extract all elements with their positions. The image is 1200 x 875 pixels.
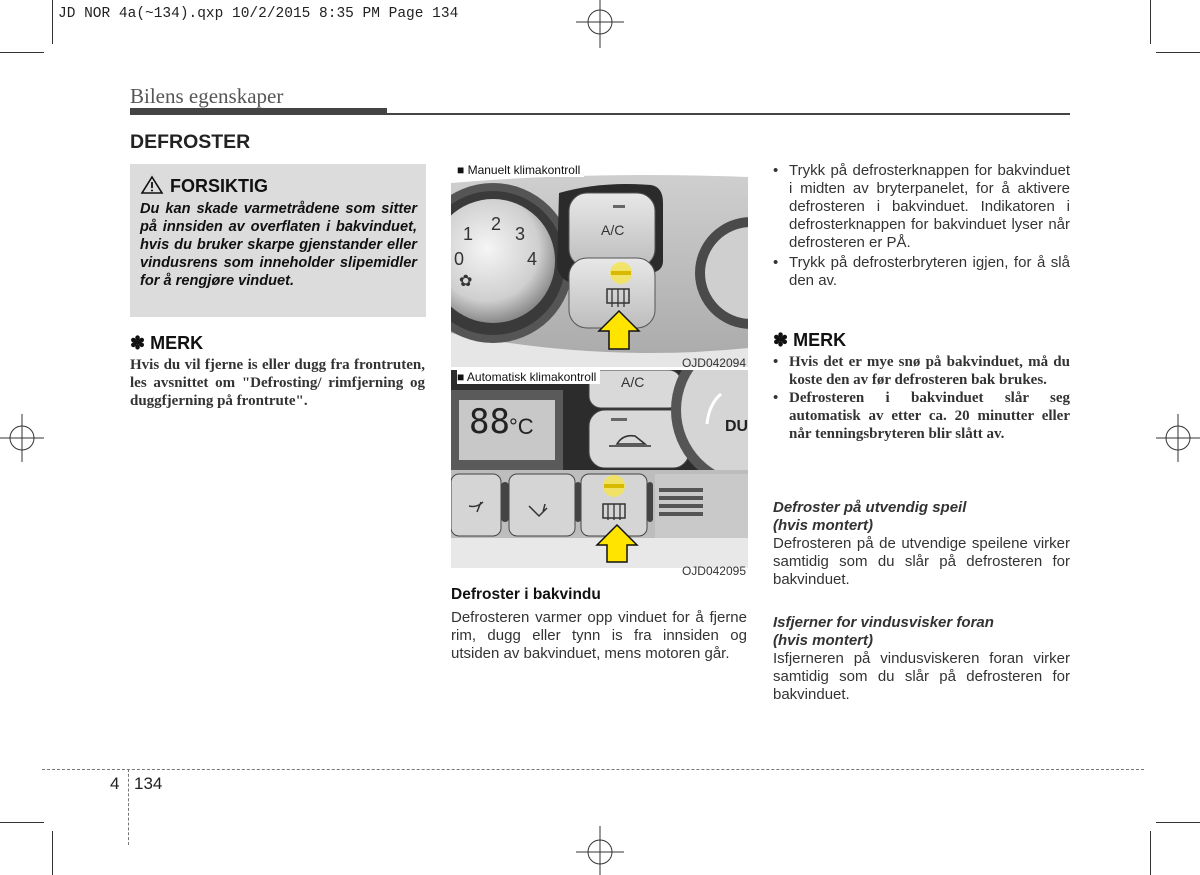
wiper-deicer-section <box>773 614 1070 704</box>
auto-dual-label: DU <box>725 418 748 435</box>
footer-divider <box>42 769 1144 770</box>
figure-manual-code: OJD042094 <box>681 356 746 367</box>
wiper-deicer-heading-2: (hvis montert) <box>773 632 874 649</box>
figure-auto-label: ■ Automatisk klimakontroll <box>457 370 600 384</box>
header-rule-thick <box>130 108 387 115</box>
crop-mark <box>1150 0 1151 44</box>
note-body: Hvis du vil fjerne is eller dugg fra frontruten, les avsnittet om "Defrosting/ rimfjerning og duggfjerning på frontrute". <box>130 357 425 409</box>
note-right-title: ✽ MERK <box>773 330 847 350</box>
mirror-defroster-body: Defrosteren på de utvendige speilene virker samtidig som du slår på defrosteren for bakvinduet. <box>773 535 1070 588</box>
crop-mark <box>1156 822 1200 823</box>
list-item-text: Hvis det er mye snø på bakvinduet, må du koste den av før defrosteren bak brukes. <box>789 354 1070 388</box>
registration-mark-right <box>1154 408 1200 468</box>
list-item <box>773 162 1070 252</box>
dial-number-3: 3 <box>515 224 526 244</box>
wiper-deicer-heading-1: Isfjerner for vindusvisker foran <box>773 614 994 631</box>
crop-mark <box>52 0 53 44</box>
list-item <box>773 389 1070 443</box>
dial-number-4: 4 <box>527 249 538 269</box>
page-title: DEFROSTER <box>130 131 251 153</box>
dial-number-0: 0 <box>454 249 465 269</box>
bullet-icon: • <box>773 390 779 406</box>
dial-number-1: 1 <box>463 224 474 244</box>
header-rule-thin <box>387 113 1070 115</box>
note-title: ✽ MERK <box>130 333 204 353</box>
crop-mark <box>1156 52 1200 53</box>
crop-mark <box>0 52 44 53</box>
auto-ac-label: A/C <box>621 374 645 390</box>
mirror-defroster-heading-2: (hvis montert) <box>773 517 874 534</box>
dial-number-2: 2 <box>491 214 502 234</box>
climate-display-digits: 88 <box>469 402 510 442</box>
instructions-list <box>773 162 1070 290</box>
list-item-text: Trykk på defrosterbryteren igjen, for å slå den av. <box>789 254 1070 289</box>
fan-icon: ✿ <box>459 273 473 290</box>
caution-title: FORSIKTIG <box>170 176 268 196</box>
crop-mark <box>0 822 44 823</box>
figure-auto-climate <box>451 370 748 580</box>
mirror-defroster-section <box>773 499 1070 589</box>
list-item <box>773 353 1070 389</box>
bullet-icon: • <box>773 162 779 179</box>
mirror-defroster-heading-1: Defroster på utvendig speil <box>773 499 967 516</box>
section-header: Bilens egenskaper <box>130 84 284 108</box>
climate-display-unit: °C <box>509 414 534 439</box>
footer-divider-vertical <box>128 769 129 845</box>
chapter-number: 4 <box>110 774 120 793</box>
list-item-text: Defrosteren i bakvinduet slår seg automatisk av etter ca. 20 minutter eller når tenningsbryteren blir slått av. <box>789 390 1070 442</box>
figure-manual-label: ■ Manuelt klimakontroll <box>457 163 584 177</box>
wiper-deicer-body: Isfjerneren på vindusviskeren foran virker samtidig som du slår på defrosteren for bakvinduet. <box>773 650 1070 703</box>
bullet-icon: • <box>773 254 779 271</box>
crop-mark <box>1150 831 1151 875</box>
list-item-text: Trykk på defrosterknappen for bakvinduet i midten av bryterpanelet, for å aktivere defrosteren i bakvinduet. Indikatoren i defrosterknappen for bakvinduet lyser når defrosteren er PÅ. <box>789 162 1070 251</box>
caution-box <box>130 164 426 317</box>
warning-triangle-icon <box>140 175 164 195</box>
manual-climate-illustration <box>451 163 748 367</box>
figure-manual-climate <box>451 163 748 367</box>
svg-text:A/C: A/C <box>601 222 625 238</box>
rear-defroster-body: Defrosteren varmer opp vinduet for å fjerne rim, dugg eller tynn is fra innsiden og utsiden av bakvinduet, mens motoren går. <box>451 609 747 662</box>
registration-mark-left <box>0 408 46 468</box>
rear-defroster-heading: Defroster i bakvindu <box>451 586 601 603</box>
crop-mark <box>52 831 53 875</box>
list-item <box>773 254 1070 290</box>
caution-body: Du kan skade varmetrådene som sitter på innsiden av overflaten i bakvinduet, hvis du bruker skarpe gjenstander eller vindusrens som inneholder slipemidler for å rengjøre vinduet. <box>140 201 417 289</box>
registration-mark-bottom <box>570 822 630 875</box>
figure-auto-code: OJD042095 <box>681 564 746 578</box>
bullet-icon: • <box>773 354 779 370</box>
page-number: 134 <box>134 774 163 793</box>
print-header: JD NOR 4a(~134).qxp 10/2/2015 8:35 PM Page 134 <box>58 6 459 22</box>
note-right-list <box>773 353 1070 443</box>
registration-mark-top <box>570 0 630 52</box>
